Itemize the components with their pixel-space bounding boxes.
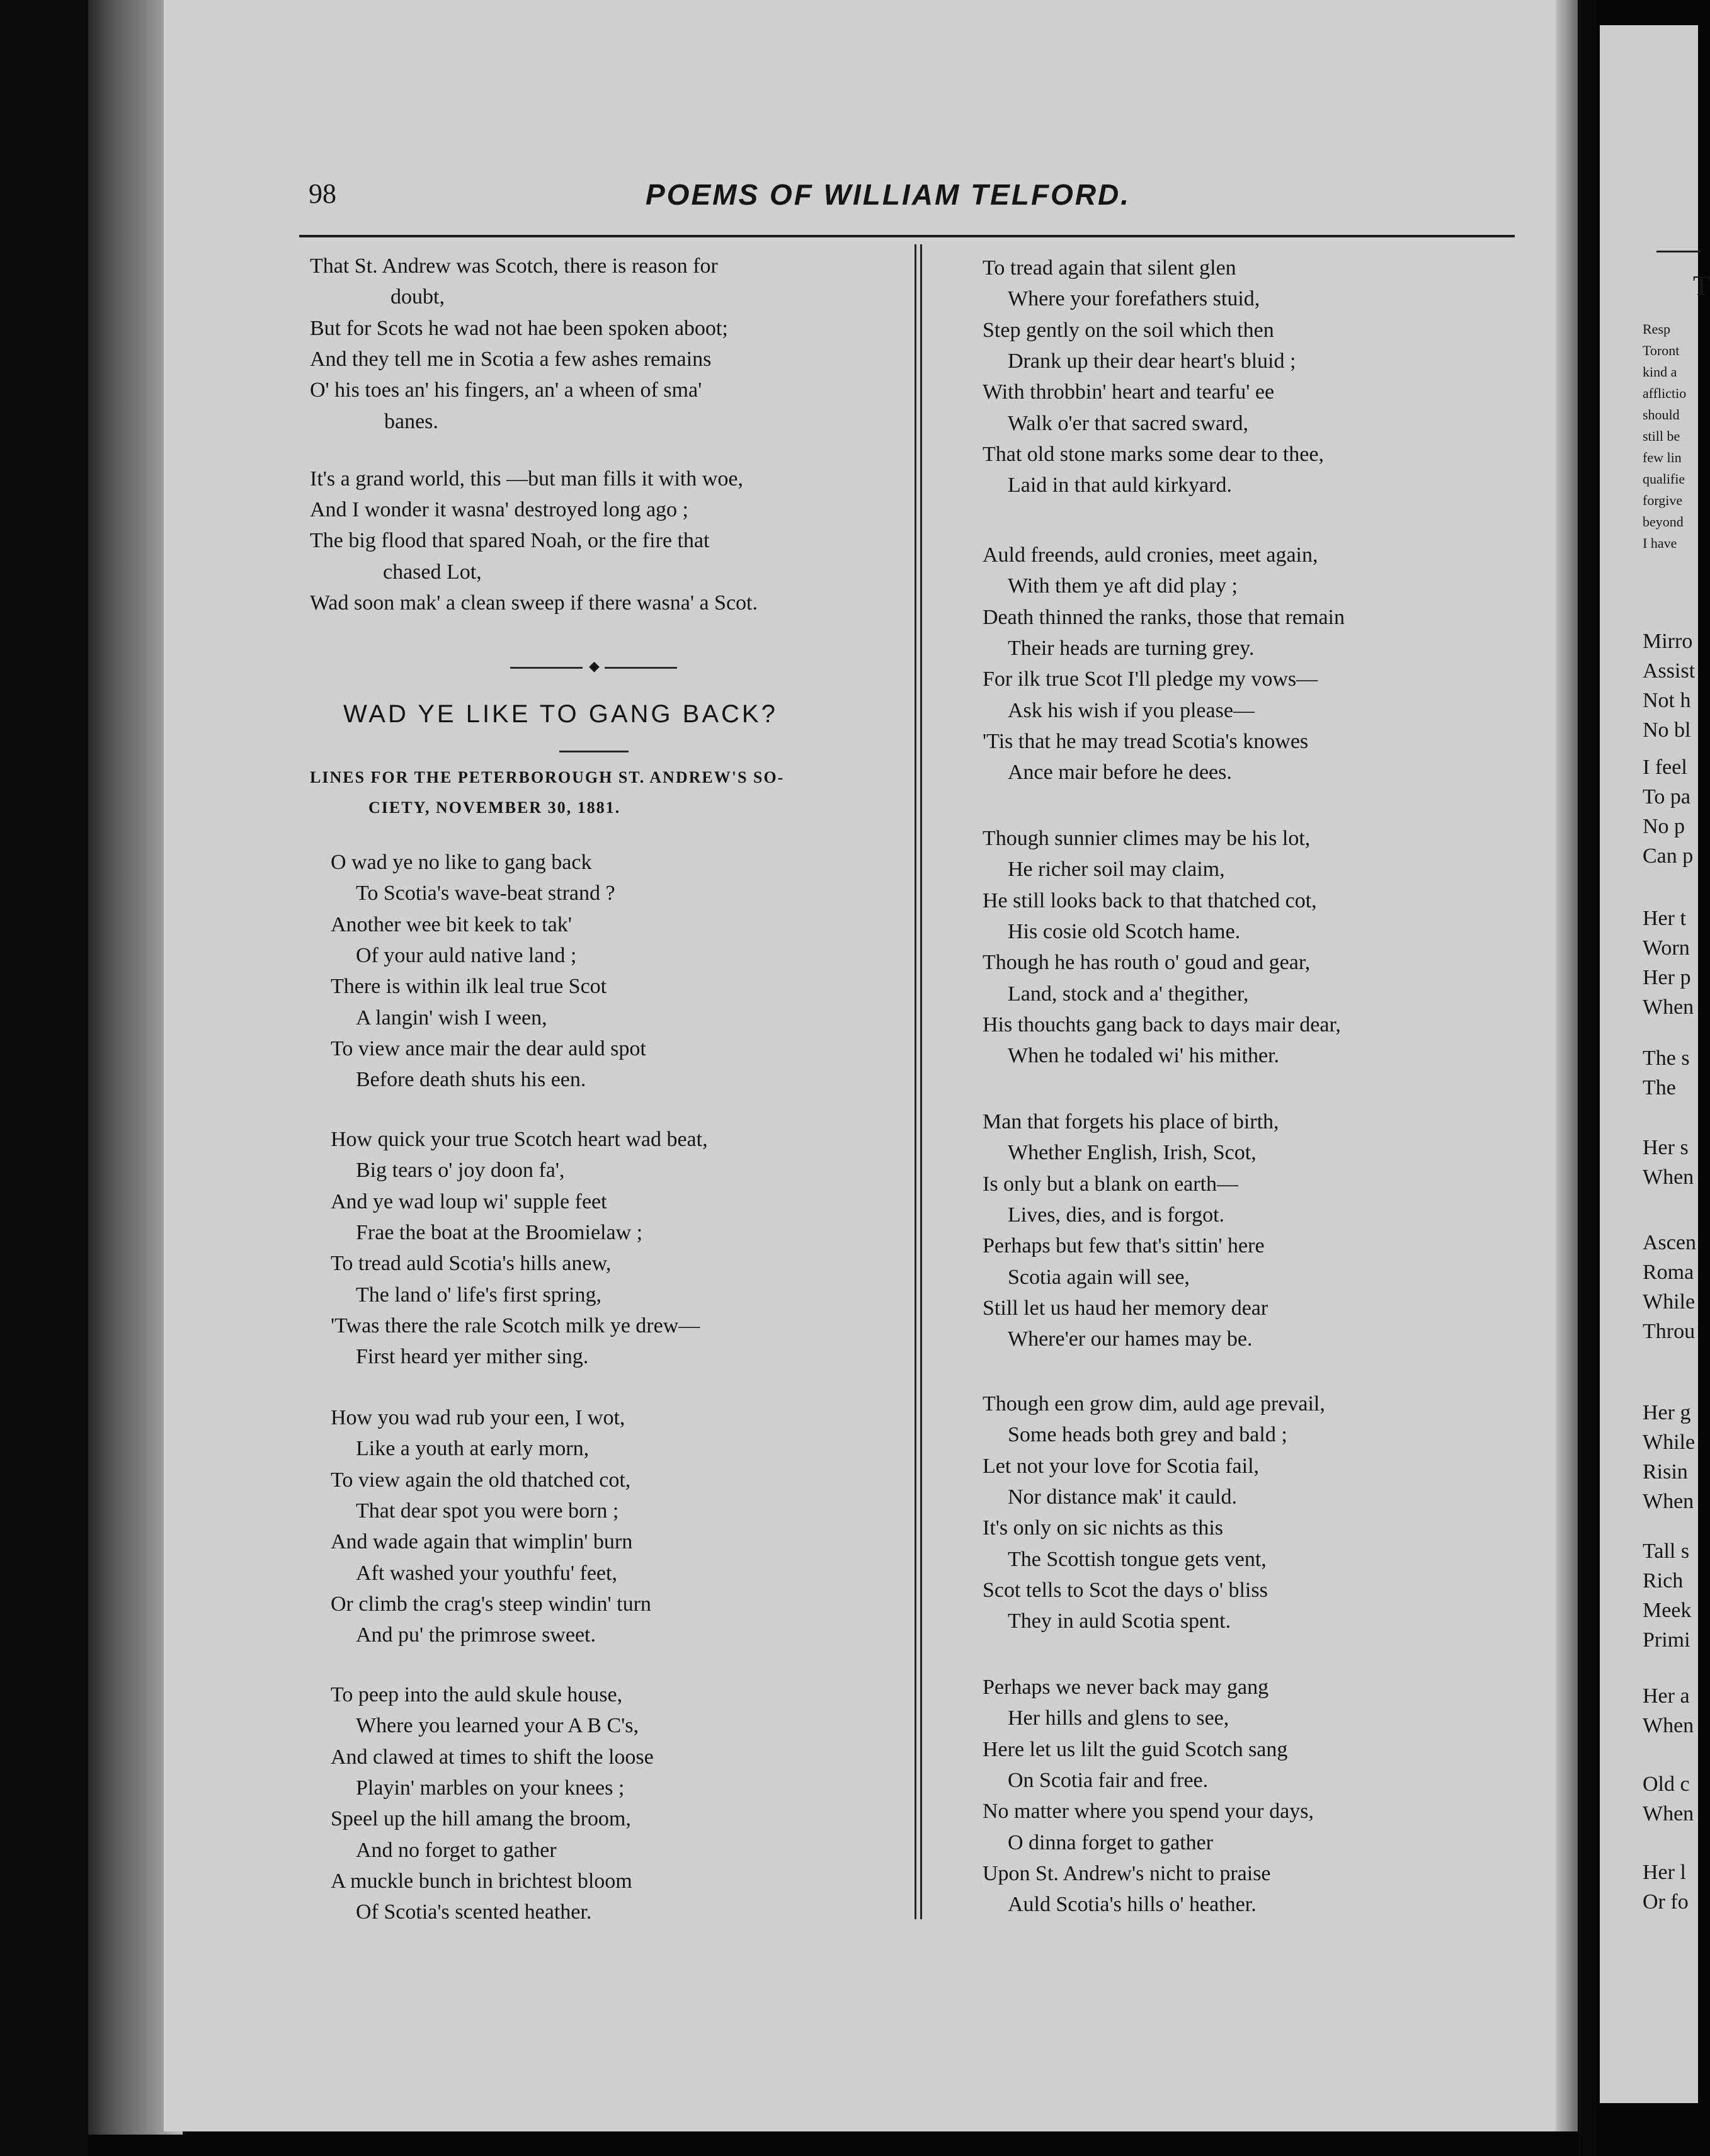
- column-divider-rule: [915, 244, 916, 1919]
- next-page-line: Her a: [1643, 1684, 1690, 1708]
- verse-line: Speel up the hill amang the broom,: [331, 1807, 631, 1831]
- verse-line: How you wad rub your een, I wot,: [331, 1406, 625, 1429]
- poem-subtitle: CIETY, NOVEMBER 30, 1881.: [368, 798, 621, 817]
- verse-line: Perhaps we never back may gang: [983, 1676, 1269, 1699]
- verse-line: Scotia again will see,: [1008, 1265, 1190, 1289]
- section-ornament: ◆: [589, 659, 600, 674]
- verse-line: First heard yer mither sing.: [356, 1345, 589, 1369]
- verse-line: Walk o'er that sacred sward,: [1008, 411, 1248, 435]
- verse-line: It's a grand world, this —but man fills it with woe,: [310, 467, 743, 491]
- next-page-line: The s: [1643, 1047, 1690, 1070]
- verse-line: Before death shuts his een.: [356, 1068, 586, 1092]
- verse-line: It's only on sic nichts as this: [983, 1516, 1224, 1540]
- next-page-line: I feel: [1643, 756, 1687, 779]
- verse-line: That old stone marks some dear to thee,: [983, 442, 1324, 466]
- verse-line: Though een grow dim, auld age prevail,: [983, 1392, 1325, 1416]
- verse-line: With them ye aft did play ;: [1008, 574, 1238, 598]
- verse-line: To peep into the auld skule house,: [331, 1683, 623, 1706]
- next-page-line: Not h: [1643, 689, 1691, 712]
- verse-line: Scot tells to Scot the days o' bliss: [983, 1578, 1268, 1602]
- verse-line: Frae the boat at the Broomielaw ;: [356, 1220, 643, 1244]
- verse-line: Still let us haud her memory dear: [983, 1296, 1268, 1320]
- verse-line: A langin' wish I ween,: [356, 1006, 547, 1030]
- next-page-line: Her g: [1643, 1401, 1691, 1424]
- verse-line: chased Lot,: [383, 560, 482, 584]
- next-page-line: Throu: [1643, 1320, 1696, 1343]
- next-page-line: Worn: [1643, 936, 1690, 960]
- verse-line: His thouchts gang back to days mair dear,: [983, 1013, 1341, 1036]
- verse-line: 'Tis that he may tread Scotia's knowes: [983, 729, 1309, 753]
- next-page-line: When: [1643, 1490, 1694, 1513]
- verse-line: Her hills and glens to see,: [1008, 1706, 1229, 1730]
- verse-line: And wade again that wimplin' burn: [331, 1530, 633, 1554]
- poem-subtitle: LINES FOR THE PETERBOROUGH ST. ANDREW'S SO-: [310, 768, 785, 786]
- verse-line: And they tell me in Scotia a few ashes remains: [310, 347, 712, 371]
- verse-line: They in auld Scotia spent.: [1008, 1609, 1231, 1633]
- next-page-line: When: [1643, 996, 1694, 1019]
- verse-line: Auld Scotia's hills o' heather.: [1008, 1893, 1257, 1917]
- next-page-line: few lin: [1643, 450, 1682, 465]
- next-page-line: Or fo: [1643, 1890, 1689, 1914]
- verse-line: O wad ye no like to gang back: [331, 851, 592, 874]
- verse-line: A muckle bunch in brichtest bloom: [331, 1869, 632, 1893]
- verse-line: That St. Andrew was Scotch, there is reason for: [310, 254, 718, 278]
- verse-line: Ask his wish if you please—: [1008, 698, 1255, 722]
- column-divider-rule: [920, 244, 922, 1919]
- verse-line: There is within ilk leal true Scot: [331, 975, 607, 999]
- verse-line: O' his toes an' his fingers, an' a wheen of sma': [310, 378, 702, 402]
- verse-line: When he todaled wi' his mither.: [1008, 1044, 1280, 1068]
- next-page-rule: [1656, 251, 1701, 252]
- verse-line: The big flood that spared Noah, or the fire that: [310, 529, 710, 553]
- verse-line: But for Scots he wad not hae been spoken aboot;: [310, 316, 728, 340]
- next-page-line: No bl: [1643, 718, 1691, 742]
- verse-line: doubt,: [390, 285, 445, 309]
- next-page-line: No p: [1643, 815, 1685, 838]
- next-page-line: While: [1643, 1290, 1696, 1313]
- verse-line: He still looks back to that thatched cot,: [983, 888, 1317, 912]
- next-page-line: beyond: [1643, 514, 1684, 530]
- ornament-rule-right: [605, 667, 677, 669]
- verse-line: To tread again that silent glen: [983, 256, 1236, 280]
- verse-line: Let not your love for Scotia fail,: [983, 1454, 1260, 1478]
- next-page-line: Assist: [1643, 659, 1696, 683]
- verse-line: Where'er our hames may be.: [1008, 1327, 1253, 1351]
- verse-line: The Scottish tongue gets vent,: [1008, 1547, 1267, 1571]
- next-page-line: Her t: [1643, 907, 1686, 930]
- page-number: 98: [309, 178, 336, 209]
- next-page-line: While: [1643, 1431, 1696, 1454]
- ornament-rule-left: [510, 667, 583, 669]
- next-page-line: I have: [1643, 535, 1677, 551]
- next-page-line: When: [1643, 1714, 1694, 1737]
- verse-line: His cosie old Scotch hame.: [1008, 919, 1241, 943]
- next-page-line: Mirro: [1643, 630, 1693, 653]
- verse-line: How quick your true Scotch heart wad beat,: [331, 1128, 708, 1151]
- title-rule: [559, 751, 629, 752]
- verse-line: Man that forgets his place of birth,: [983, 1110, 1279, 1133]
- verse-line: Of your auld native land ;: [356, 943, 577, 967]
- next-page-line: When: [1643, 1166, 1694, 1189]
- verse-line: To view again the old thatched cot,: [331, 1468, 631, 1492]
- verse-line: On Scotia fair and free.: [1008, 1768, 1209, 1792]
- verse-line: And clawed at times to shift the loose: [331, 1745, 654, 1769]
- verse-line: And no forget to gather: [356, 1838, 557, 1862]
- next-page-line: Old c: [1643, 1773, 1690, 1796]
- verse-line: Is only but a blank on earth—: [983, 1172, 1239, 1196]
- verse-line: He richer soil may claim,: [1008, 858, 1225, 882]
- next-page-line: afflictio: [1643, 385, 1687, 401]
- next-page-line: Her p: [1643, 966, 1691, 989]
- verse-line: Where you learned your A B C's,: [356, 1714, 639, 1738]
- verse-line: Playin' marbles on your knees ;: [356, 1776, 625, 1800]
- verse-line: Or climb the crag's steep windin' turn: [331, 1592, 651, 1616]
- verse-line: The land o' life's first spring,: [356, 1283, 601, 1307]
- verse-line: Laid in that auld kirkyard.: [1008, 474, 1232, 497]
- verse-line: banes.: [384, 409, 438, 433]
- verse-line: Where your forefathers stuid,: [1008, 287, 1260, 311]
- verse-line: To tread auld Scotia's hills anew,: [331, 1252, 612, 1276]
- next-page-line: Her l: [1643, 1861, 1686, 1884]
- poem-title: WAD YE LIKE TO GANG BACK?: [343, 700, 778, 728]
- next-page-line: Meek: [1643, 1599, 1692, 1622]
- next-page-line: Primi: [1643, 1628, 1690, 1652]
- next-page-fragment: [1600, 25, 1710, 2103]
- verse-line: And ye wad loup wi' supple feet: [331, 1189, 607, 1213]
- verse-line: O dinna forget to gather: [1008, 1830, 1214, 1854]
- next-page-line: Ascen: [1643, 1231, 1696, 1254]
- header-rule: [299, 235, 1515, 237]
- verse-line: Wad soon mak' a clean sweep if there wasna' a Scot.: [310, 591, 758, 615]
- next-page-line: Tall s: [1643, 1540, 1690, 1563]
- next-page-line: kind a: [1643, 364, 1677, 380]
- verse-line: Some heads both grey and bald ;: [1008, 1423, 1287, 1447]
- verse-line: For ilk true Scot I'll pledge my vows—: [983, 667, 1318, 691]
- verse-line: And pu' the primrose sweet.: [356, 1623, 596, 1647]
- page-edge-shadow: [1556, 0, 1578, 2131]
- verse-line: Like a youth at early morn,: [356, 1437, 590, 1461]
- verse-line: Upon St. Andrew's nicht to praise: [983, 1861, 1271, 1885]
- next-page-line: Risin: [1643, 1460, 1688, 1484]
- verse-line: Death thinned the ranks, those that remain: [983, 605, 1345, 629]
- next-page-line: Resp: [1643, 321, 1670, 337]
- verse-line: Big tears o' joy doon fa',: [356, 1159, 565, 1183]
- verse-line: Here let us lilt the guid Scotch sang: [983, 1737, 1288, 1761]
- running-title: POEMS OF WILLIAM TELFORD.: [646, 178, 1131, 211]
- binding-gap: [1578, 0, 1597, 2156]
- verse-line: That dear spot you were born ;: [356, 1499, 619, 1523]
- next-page-heading: T: [1693, 270, 1710, 301]
- verse-line: Perhaps but few that's sittin' here: [983, 1234, 1265, 1258]
- verse-line: Whether English, Irish, Scot,: [1008, 1141, 1257, 1165]
- next-page-line: still be: [1643, 428, 1680, 444]
- next-page-line: Toront: [1643, 343, 1680, 358]
- verse-line: With throbbin' heart and tearfu' ee: [983, 380, 1275, 404]
- verse-line: Though sunnier climes may be his lot,: [983, 827, 1311, 850]
- verse-line: And I wonder it wasna' destroyed long ago ;: [310, 498, 688, 522]
- next-page-line: Roma: [1643, 1261, 1694, 1284]
- verse-line: Step gently on the soil which then: [983, 318, 1274, 342]
- verse-line: No matter where you spend your days,: [983, 1800, 1314, 1824]
- next-page-line: When: [1643, 1802, 1694, 1825]
- scan-left-edge: [0, 0, 88, 2156]
- next-page-line: qualifie: [1643, 471, 1685, 487]
- next-page-line: Her s: [1643, 1136, 1689, 1159]
- verse-line: To Scotia's wave-beat strand ?: [356, 882, 615, 905]
- next-page-line: The: [1643, 1076, 1676, 1099]
- next-page-line: forgive: [1643, 492, 1683, 508]
- verse-line: Though he has routh o' goud and gear,: [983, 951, 1311, 975]
- next-page-line: should: [1643, 407, 1680, 423]
- next-page-line: Rich: [1643, 1569, 1684, 1592]
- verse-line: Auld freends, auld cronies, meet again,: [983, 543, 1318, 567]
- verse-line: Lives, dies, and is forgot.: [1008, 1203, 1225, 1227]
- verse-line: Another wee bit keek to tak': [331, 912, 572, 936]
- verse-line: Of Scotia's scented heather.: [356, 1900, 592, 1924]
- verse-line: Land, stock and a' thegither,: [1008, 982, 1249, 1006]
- verse-line: To view ance mair the dear auld spot: [331, 1036, 646, 1060]
- verse-line: Their heads are turning grey.: [1008, 636, 1255, 660]
- next-page-line: Can p: [1643, 844, 1694, 868]
- verse-line: Ance mair before he dees.: [1008, 761, 1232, 785]
- verse-line: Drank up their dear heart's bluid ;: [1008, 349, 1296, 373]
- verse-line: 'Twas there the rale Scotch milk ye drew—: [331, 1313, 700, 1337]
- verse-line: Aft washed your youthfu' feet,: [356, 1561, 617, 1585]
- next-page-line: To pa: [1643, 785, 1690, 808]
- verse-line: Nor distance mak' it cauld.: [1008, 1485, 1237, 1509]
